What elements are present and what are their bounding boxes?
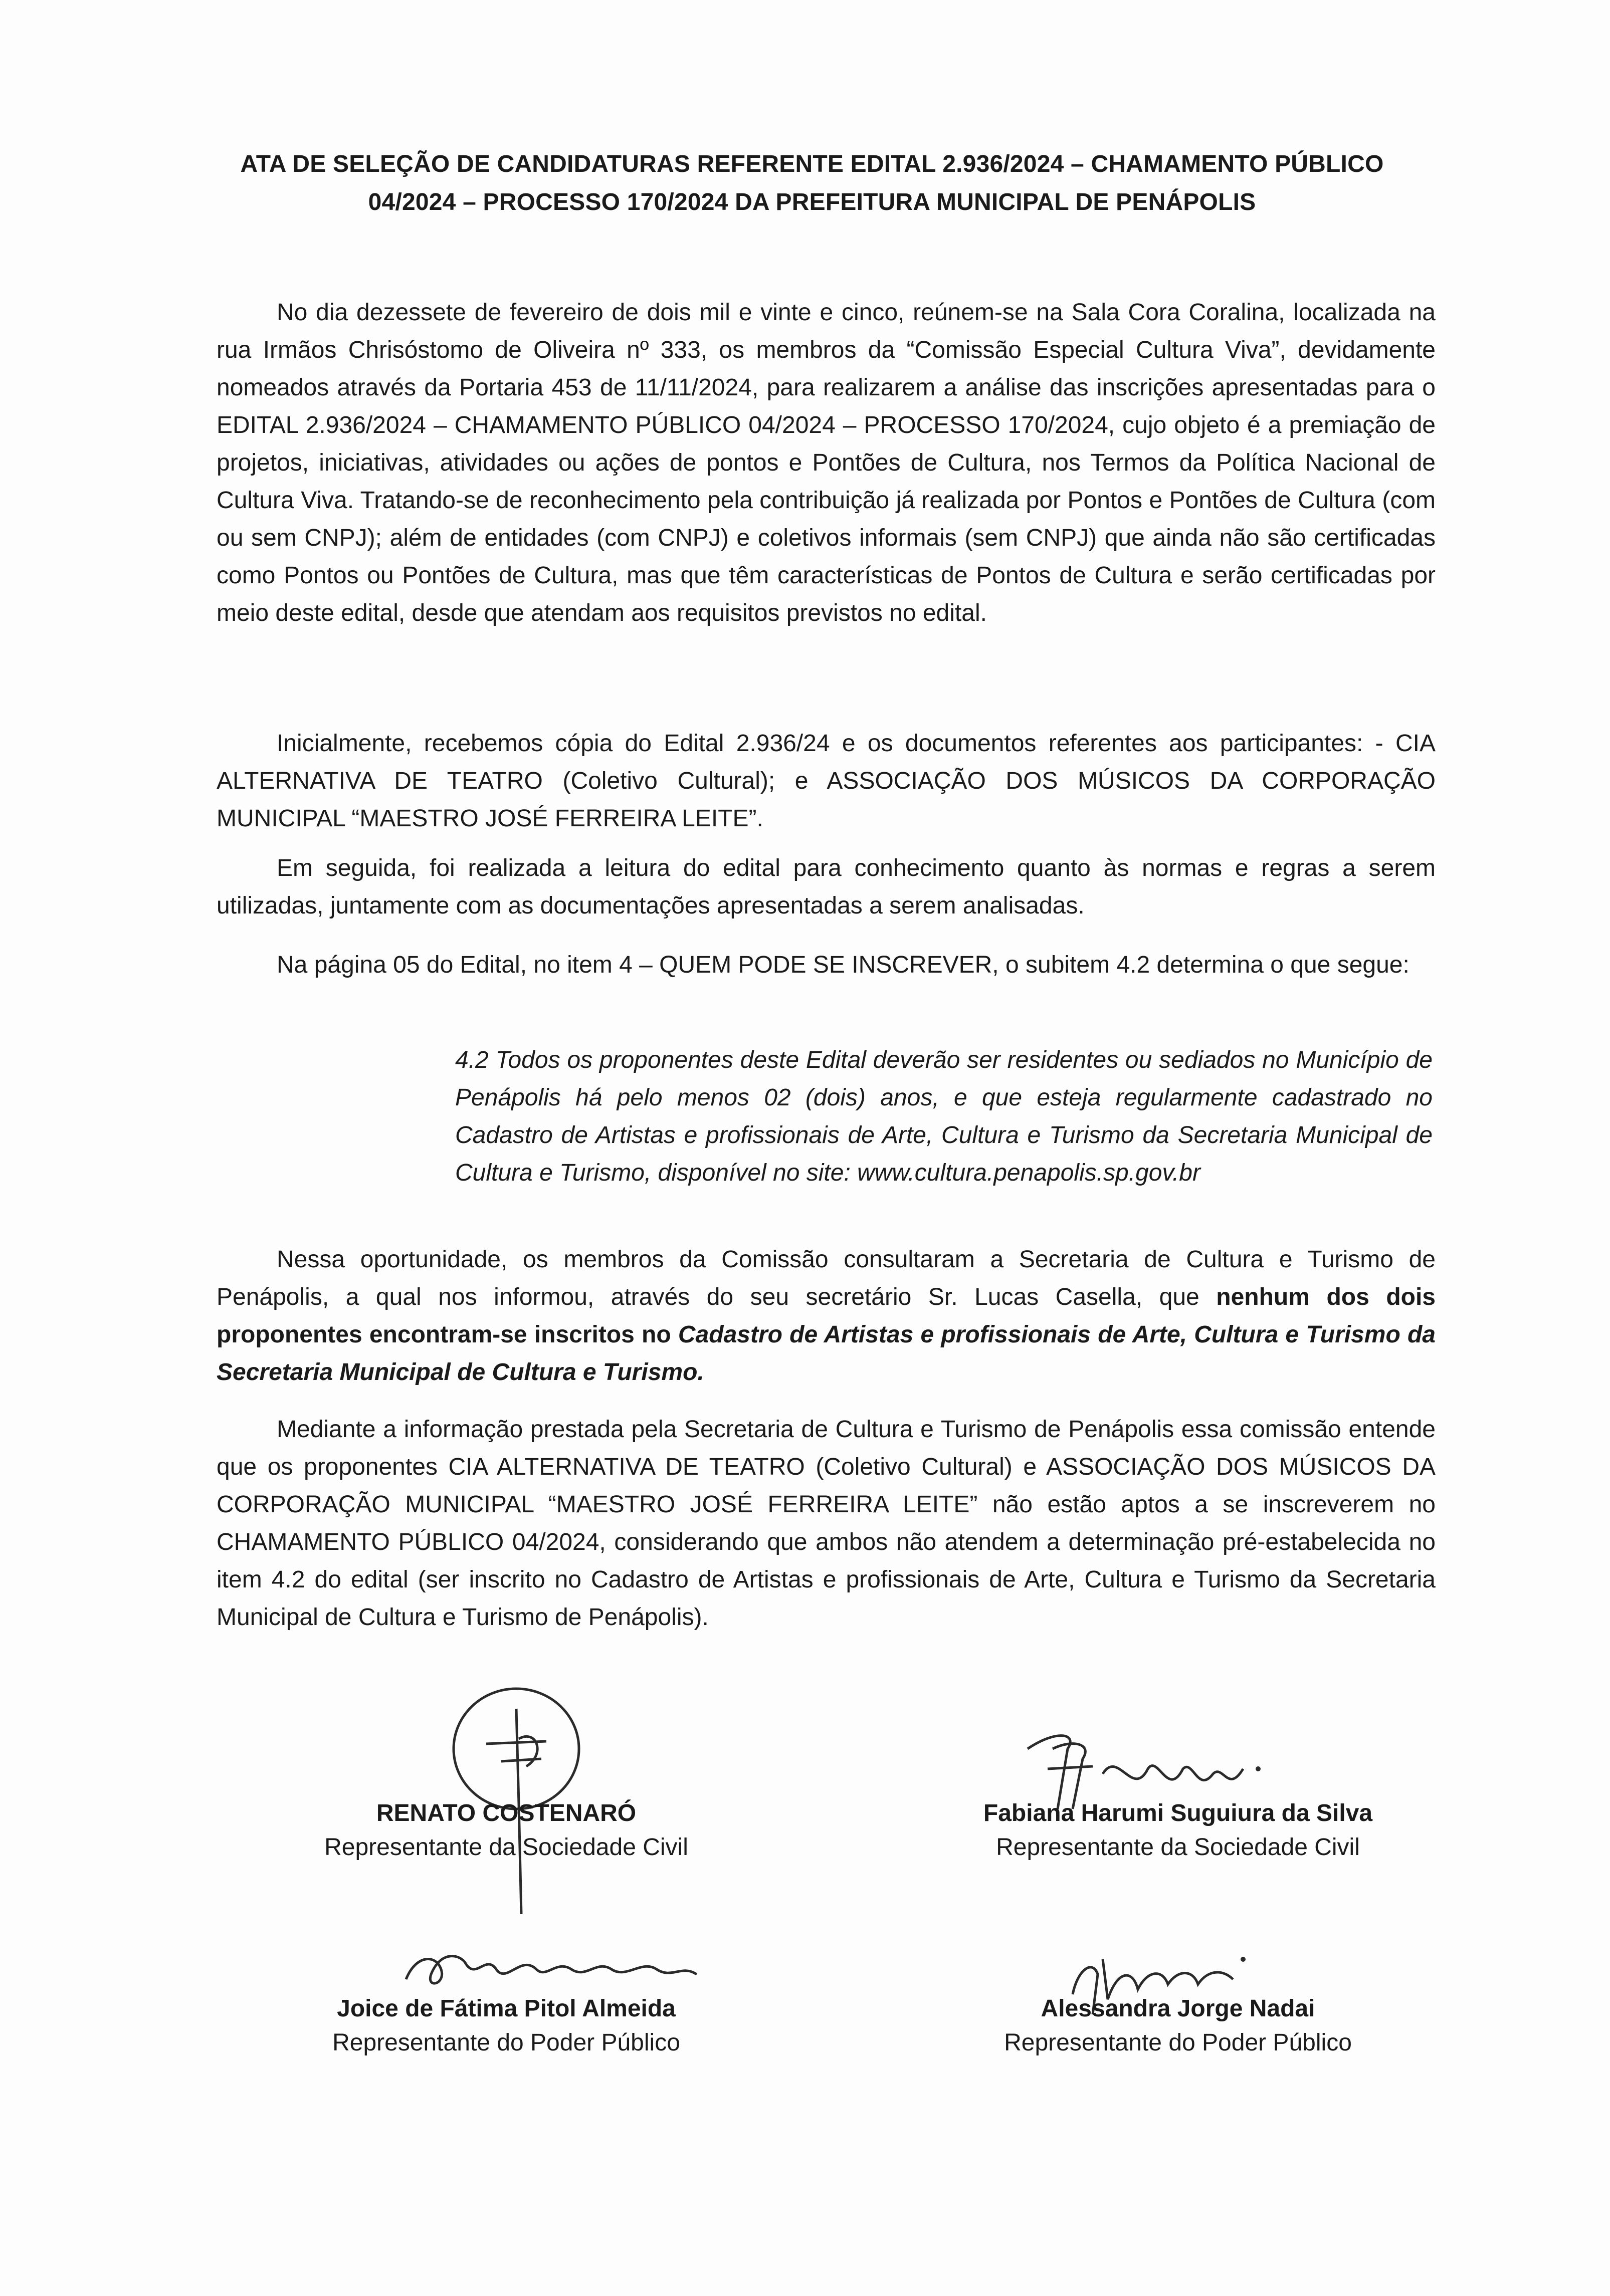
consultation-emphasis: nenhum dos dois proponentes encontram-se inscritos no bbox=[217, 1284, 1436, 1348]
paragraph-text: Mediante a informação prestada pela Secretaria de Cultura e Turismo de Penápolis essa comissão entende que os proponentes CIA ALTERNATIVA DE TEATRO (Coletivo Cultural) e ASSOCIAÇÃO DOS MÚSICOS DA CORPORAÇÃO MUNICIPAL “MAESTRO JOSÉ FERREIRA LEITE” não estão aptos a se inscreverem no CHAMAMENTO PÚBLICO 04/2024, considerando que ambos não atendem a determinação pré-estabelecida no item 4.2 do edital (ser inscrito no Cadastro de Artistas e profissionais de Arte, Cultura e Turismo da Secretaria Municipal de Cultura e Turismo de Penápolis). bbox=[217, 1416, 1436, 1631]
signature-block-joice bbox=[261, 1992, 752, 2060]
signatory-role: Representante da Sociedade Civil bbox=[996, 1834, 1360, 1861]
paragraph-text bbox=[217, 1241, 1436, 1391]
document-title bbox=[190, 145, 1434, 221]
signatory-role: Representante da Sociedade Civil bbox=[324, 1834, 688, 1861]
paragraph-text: Inicialmente, recebemos cópia do Edital 2.936/24 e os documentos referentes aos participantes: - CIA ALTERNATIVA DE TEATRO (Coletivo Cultural); e ASSOCIAÇÃO DOS MÚSICOS DA CORPORAÇÃO MUNICIPAL “MAESTRO JOSÉ FERREIRA LEITE”. bbox=[217, 730, 1436, 832]
signature-block-alessandra bbox=[882, 1992, 1474, 2060]
paragraph-meeting-opening bbox=[217, 294, 1436, 632]
signatory-name: RENATO COSTENARÓ bbox=[376, 1800, 637, 1826]
title-line-1: ATA DE SELEÇÃO DE CANDIDATURAS REFERENTE EDITAL 2.936/2024 – CHAMAMENTO PÚBLICO bbox=[240, 151, 1384, 177]
signature-block-fabiana bbox=[882, 1796, 1474, 1865]
paragraph-decision bbox=[217, 1411, 1436, 1636]
signatory-role: Representante do Poder Público bbox=[332, 2029, 680, 2056]
consultation-text: Nessa oportunidade, os membros da Comissão consultaram a Secretaria de Cultura e Turismo de Penápolis, a qual nos informou, através do seu secretário Sr. Lucas Casella, que bbox=[217, 1246, 1436, 1310]
paragraph-text: Em seguida, foi realizada a leitura do edital para conhecimento quanto às normas e regras a serem utilizadas, juntamente com as documentações apresentadas a serem analisadas. bbox=[217, 855, 1436, 919]
paragraph-reading bbox=[217, 849, 1436, 925]
signature-block-renato bbox=[261, 1796, 752, 1865]
paragraph-consultation bbox=[217, 1241, 1436, 1391]
paragraph-participants bbox=[217, 725, 1436, 837]
signatory-name: Fabiana Harumi Suguiura da Silva bbox=[983, 1800, 1373, 1826]
paragraph-item-reference bbox=[217, 946, 1436, 984]
title-line-2: 04/2024 – PROCESSO 170/2024 DA PREFEITURA MUNICIPAL DE PENÁPOLIS bbox=[368, 189, 1256, 215]
signatory-name: Alessandra Jorge Nadai bbox=[1041, 1995, 1315, 2022]
paragraph-text: No dia dezessete de fevereiro de dois mil e vinte e cinco, reúnem-se na Sala Cora Coralina, localizada na rua Irmãos Chrisóstomo de Oliveira nº 333, os membros da “Comissão Especial Cultura Viva”, devidamente nomeados através da Portaria 453 de 11/11/2024, para realizarem a análise das inscrições apresentadas para o EDITAL 2.936/2024 – CHAMAMENTO PÚBLICO 04/2024 – PROCESSO 170/2024, cujo objeto é a premiação de projetos, iniciativas, atividades ou ações de pontos e Pontões de Cultura, nos Termos da Política Nacional de Cultura Viva. Tratando-se de reconhecimento pela contribuição já realizada por Pontos e Pontões de Cultura (com ou sem CNPJ); além de entidades (com CNPJ) e coletivos informais (sem CNPJ) que ainda não são certificadas como Pontos ou Pontões de Cultura, mas que têm características de Pontos de Cultura e serão certificadas por meio deste edital, desde que atendam aos requisitos previstos no edital. bbox=[217, 299, 1436, 626]
signatory-name: Joice de Fátima Pitol Almeida bbox=[337, 1995, 676, 2022]
consultation-registry-name: Cadastro de Artistas e profissionais de Arte, Cultura e Turismo da Secretaria Municipal de Cultura e Turismo. bbox=[217, 1321, 1436, 1386]
quoted-subitem-4-2: 4.2 Todos os proponentes deste Edital deverão ser residentes ou sediados no Município de Penápolis há pelo menos 02 (dois) anos, e que esteja regularmente cadastrado no Cadastro de Artistas e profissionais de Arte, Cultura e Turismo da Secretaria Municipal de Cultura e Turismo, disponível no site: www.cultura.penapolis.sp.gov.br bbox=[455, 1047, 1433, 1186]
signatory-role: Representante do Poder Público bbox=[1004, 2029, 1352, 2056]
paragraph-text: Na página 05 do Edital, no item 4 – QUEM PODE SE INSCREVER, o subitem 4.2 determina o que segue: bbox=[277, 952, 1410, 978]
